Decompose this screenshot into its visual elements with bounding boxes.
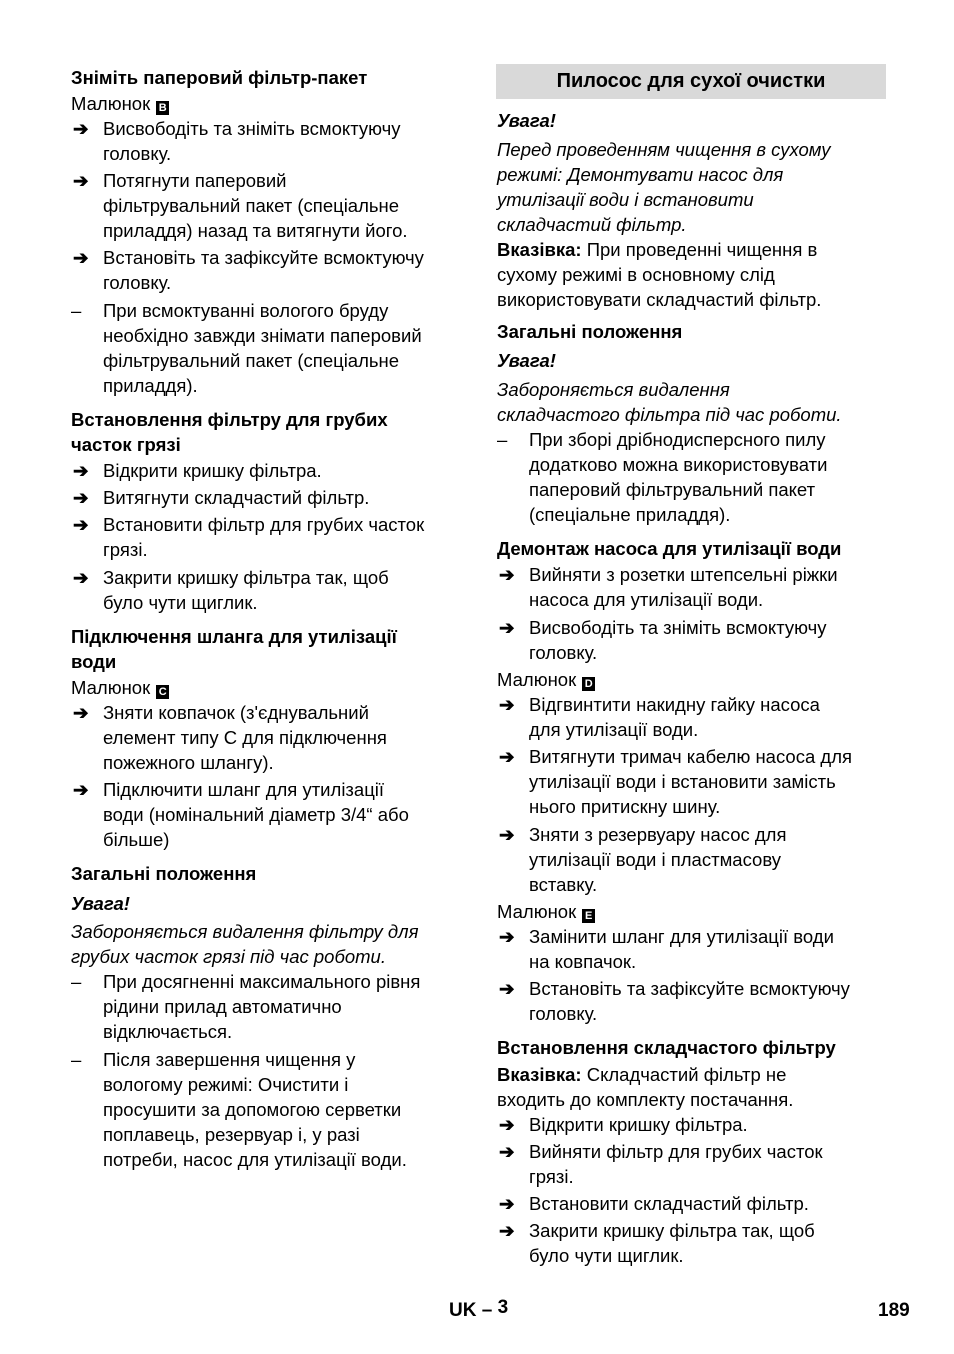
arrow-icon: ➔ [499, 694, 515, 715]
arrow-icon: ➔ [499, 746, 515, 767]
list-item: необхідно завжди знімати паперовий [103, 325, 422, 346]
warning-text: складчастий фільтр. [497, 214, 687, 235]
list-item: При всмоктуванні вологого бруду [103, 300, 389, 321]
warning-text: режимі: Демонтувати насос для [497, 164, 784, 185]
list-item: пожежного шлангу). [103, 752, 274, 773]
list-item: для утилізації води. [529, 719, 699, 740]
list-item: було чути щиглик. [103, 592, 258, 613]
list-item: Закрити кришку фільтра так, щоб [529, 1220, 815, 1241]
arrow-icon: ➔ [73, 170, 89, 191]
list-item: Після завершення чищення у [103, 1049, 356, 1070]
arrow-icon: ➔ [499, 926, 515, 947]
page-number: 189 [878, 1300, 910, 1321]
arrow-icon: ➔ [499, 1114, 515, 1135]
note-text: Вказівка: При проведенні чищення в [497, 239, 818, 260]
note-text: входить до комплекту постачання. [497, 1089, 794, 1110]
arrow-icon: ➔ [73, 514, 89, 535]
list-item: Висвободіть та зніміть всмоктуючу [529, 617, 827, 638]
arrow-icon: ➔ [499, 824, 515, 845]
list-item: просушити за допомогою серветки [103, 1099, 402, 1120]
list-item: головку. [103, 143, 172, 164]
dash-bullet: – [497, 429, 508, 450]
figure-ref-e: Малюнок E [497, 899, 595, 924]
heading-coarse-filter: часток грязі [71, 434, 181, 455]
list-item: поплавець, резервуар і, у разі [103, 1124, 360, 1145]
list-item: вставку. [529, 874, 598, 895]
note-text: сухому режимі в основному слід [497, 264, 775, 285]
list-item: води (номінальний діаметр 3/4“ або [103, 804, 409, 825]
list-item: Вийняти фільтр для грубих часток [529, 1141, 823, 1162]
list-item: грязі. [529, 1166, 574, 1187]
list-item: паперовий фільтрувальний пакет [529, 479, 816, 500]
warning-text: складчастого фільтра під час роботи. [497, 404, 842, 425]
heading-pump-removal: Демонтаж насоса для утилізації води [497, 538, 842, 559]
arrow-icon: ➔ [73, 567, 89, 588]
figure-ref-b: Малюнок B [71, 91, 169, 116]
list-item: фільтрувальний пакет (спеціальне [103, 350, 400, 371]
warning-text: Перед проведенням чищення в сухому [497, 139, 831, 160]
dash-bullet: – [71, 300, 82, 321]
note-text: використовувати складчастий фільтр. [497, 289, 822, 310]
arrow-icon: ➔ [73, 247, 89, 268]
warning-label: Увага! [497, 350, 556, 371]
note-label: Вказівка: [497, 1064, 582, 1085]
list-item: Встановіть та зафіксуйте всмоктуючу [529, 978, 850, 999]
dash-bullet: – [71, 1049, 82, 1070]
list-item: (спеціальне приладдя). [529, 504, 731, 525]
list-item: Встановити фільтр для грубих часток [103, 514, 425, 535]
warning-label: Увага! [71, 893, 130, 914]
list-item: відключається. [103, 1021, 233, 1042]
list-item: Встановіть та зафіксуйте всмоктуючу [103, 247, 424, 268]
list-item: утилізації води і встановити замість [529, 771, 836, 792]
list-item: нього притискну шину. [529, 796, 721, 817]
list-item: Витягнути складчастий фільтр. [103, 487, 370, 508]
list-item: насоса для утилізації води. [529, 589, 764, 610]
arrow-icon: ➔ [499, 1220, 515, 1241]
list-item: елемент типу С для підключення [103, 727, 387, 748]
heading-general: Загальні положення [71, 863, 257, 884]
arrow-icon: ➔ [73, 118, 89, 139]
list-item: Висвободіть та зніміть всмоктуючу [103, 118, 401, 139]
section-title: Пилосос для сухої очистки [556, 70, 826, 92]
warning-text: Забороняється видалення [497, 379, 730, 400]
list-item: головку. [103, 272, 172, 293]
list-item: Вийняти з розетки штепсельні ріжки [529, 564, 838, 585]
arrow-icon: ➔ [499, 1193, 515, 1214]
list-item: Встановити складчастий фільтр. [529, 1193, 809, 1214]
note-text: Вказівка: Складчастий фільтр не [497, 1064, 787, 1085]
list-item: Відгвинтити накидну гайку насоса [529, 694, 820, 715]
arrow-icon: ➔ [499, 978, 515, 999]
figure-ref-c: Малюнок C [71, 675, 169, 700]
list-item: Відкрити кришку фільтра. [103, 460, 322, 481]
list-item: головку. [529, 642, 598, 663]
warning-text: Забороняється видалення фільтру для [71, 921, 419, 942]
list-item: При зборі дрібнодисперсного пилу [529, 429, 826, 450]
list-item: Зняти з резервуару насос для [529, 824, 787, 845]
list-item: фільтрувальний пакет (спеціальне [103, 195, 400, 216]
figure-c-badge: C [156, 685, 169, 699]
section-banner [496, 64, 886, 99]
footer-section-label: UK – 3 [449, 1297, 509, 1321]
list-item: приладдя) назад та витягнути його. [103, 220, 408, 241]
heading-general: Загальні положення [497, 321, 683, 342]
warning-text: утилізації води і встановити [497, 189, 754, 210]
list-item: на ковпачок. [529, 951, 637, 972]
list-item: Підключити шланг для утилізації [103, 779, 385, 800]
list-item: додатково можна використовувати [529, 454, 828, 475]
heading-drain-hose: води [71, 651, 117, 672]
list-item: Закрити кришку фільтра так, щоб [103, 567, 389, 588]
figure-ref-d: Малюнок D [497, 667, 595, 692]
list-item: було чути щиглик. [529, 1245, 684, 1266]
arrow-icon: ➔ [73, 487, 89, 508]
list-item: приладдя). [103, 375, 198, 396]
heading-pleated-filter: Встановлення складчастого фільтру [497, 1037, 836, 1058]
arrow-icon: ➔ [73, 779, 89, 800]
arrow-icon: ➔ [499, 617, 515, 638]
list-item: вологому режимі: Очистити і [103, 1074, 349, 1095]
arrow-icon: ➔ [499, 1141, 515, 1162]
list-item: При досягненні максимального рівня [103, 971, 421, 992]
list-item: Зняти ковпачок (з'єднувальний [103, 702, 369, 723]
warning-label: Увага! [497, 110, 556, 131]
heading-remove-paper-filter: Зніміть паперовий фільтр-пакет [71, 67, 368, 88]
list-item: грязі. [103, 539, 148, 560]
heading-drain-hose: Підключення шланга для утилізації [71, 626, 397, 647]
list-item: утилізації води і пластмасову [529, 849, 781, 870]
figure-d-badge: D [582, 677, 595, 691]
list-item: Відкрити кришку фільтра. [529, 1114, 748, 1135]
arrow-icon: ➔ [499, 564, 515, 585]
arrow-icon: ➔ [73, 460, 89, 481]
arrow-icon: ➔ [73, 702, 89, 723]
list-item: Потягнути паперовий [103, 170, 287, 191]
list-item: потреби, насос для утилізації води. [103, 1149, 407, 1170]
heading-coarse-filter: Встановлення фільтру для грубих [71, 409, 388, 430]
list-item: рідини прилад автоматично [103, 996, 342, 1017]
note-label: Вказівка: [497, 239, 582, 260]
dash-bullet: – [71, 971, 82, 992]
list-item: більше) [103, 829, 170, 850]
list-item: Замінити шланг для утилізації води [529, 926, 834, 947]
figure-e-badge: E [582, 909, 595, 923]
list-item: головку. [529, 1003, 598, 1024]
list-item: Витягнути тримач кабелю насоса для [529, 746, 853, 767]
figure-b-badge: B [156, 101, 169, 115]
warning-text: грубих часток грязі під час роботи. [71, 946, 386, 967]
